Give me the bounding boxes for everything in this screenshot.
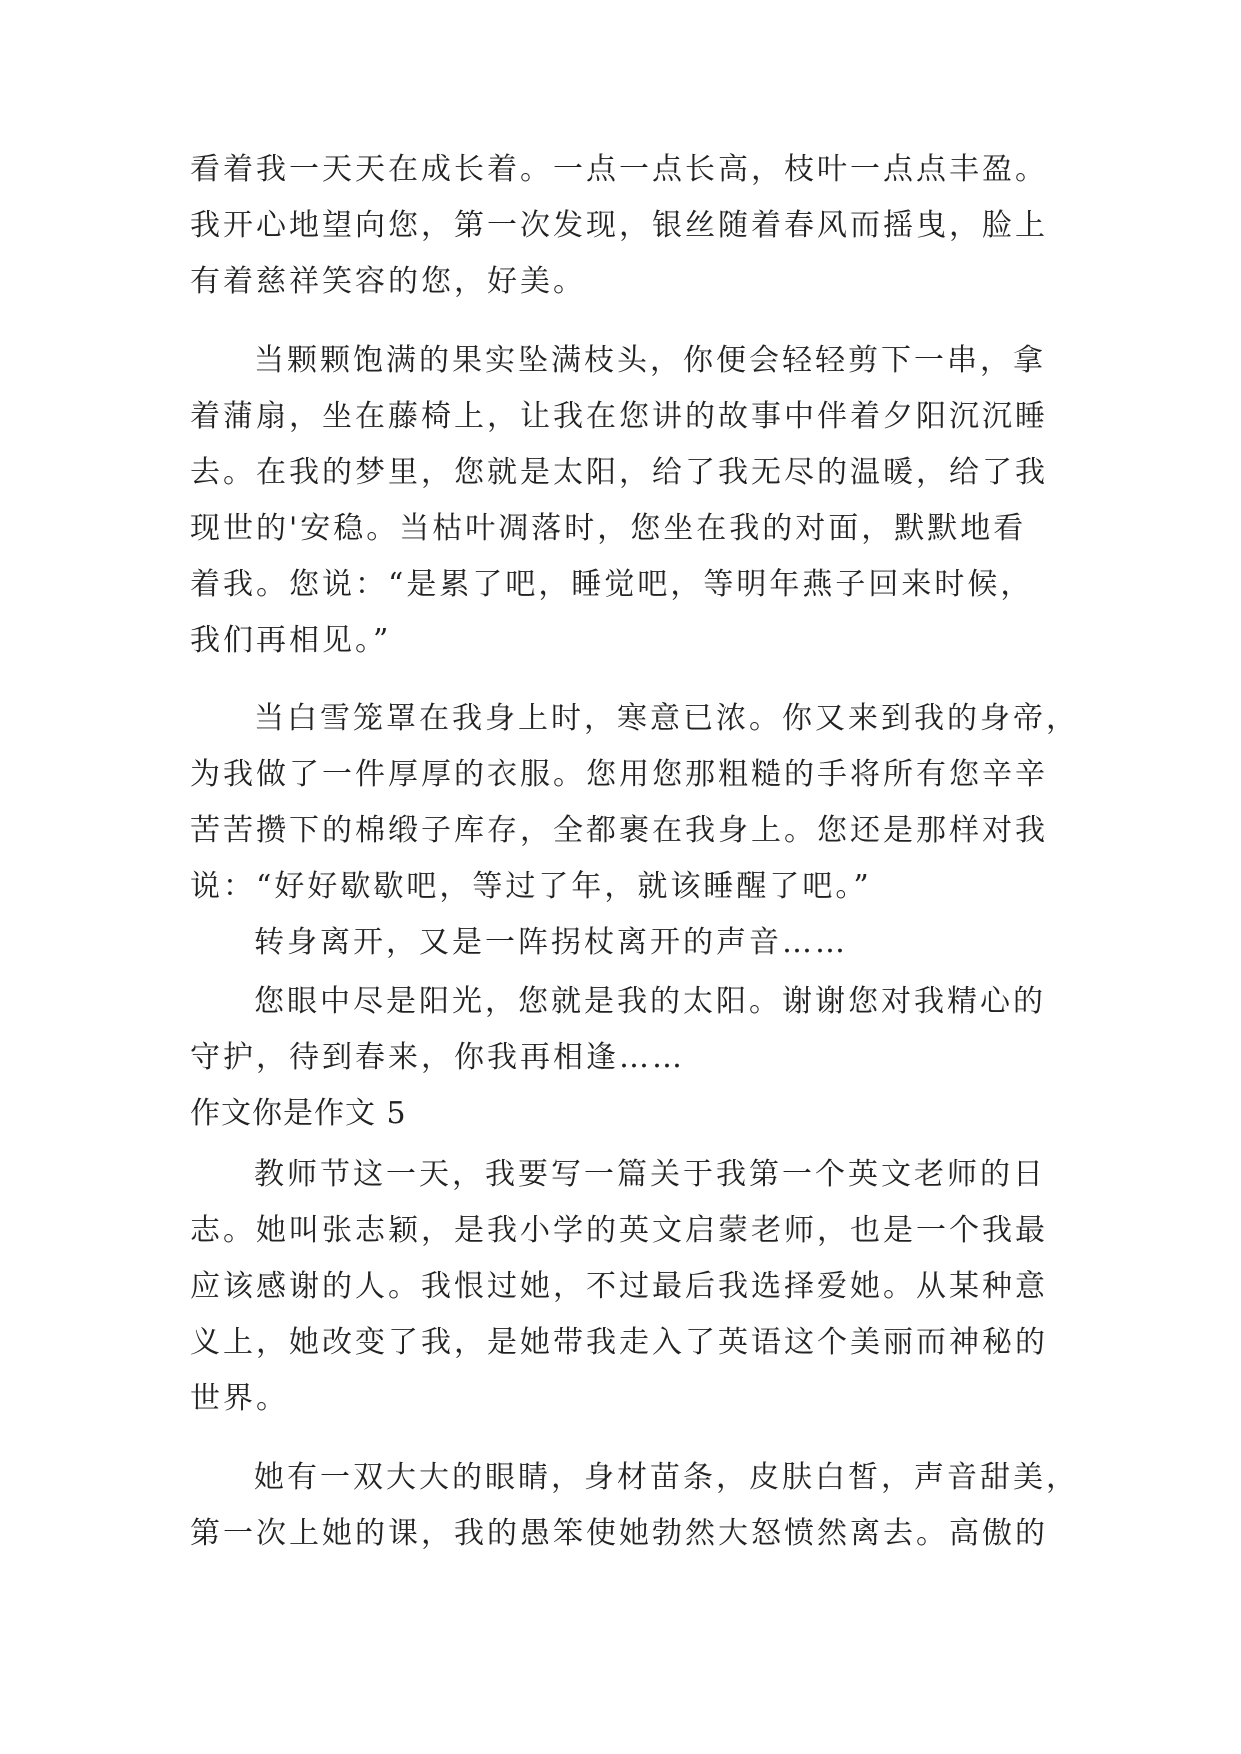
text-line: 我们再相见。” <box>190 623 392 658</box>
text-line: 我开心地望向您，第一次发现，银丝随着春风而摇曳，脸上 <box>190 208 1048 243</box>
text-line: 苦苦攒下的棉缎子库存，全都裹在我身上。您还是那样对我 <box>190 813 1048 848</box>
text-line: 当白雪笼罩在我身上时，寒意已浓。你又来到我的身帝， <box>254 701 1079 736</box>
text-line: 有着慈祥笑容的您，好美。 <box>190 264 586 299</box>
section-heading: 作文你是作文 5 <box>190 1096 407 1131</box>
text-line: 现世的'安稳。当枯叶凋落时，您坐在我的对面，默默地看 <box>190 511 1027 546</box>
text-line: 世界。 <box>190 1381 289 1416</box>
text-line: 看着我一天天在成长着。一点一点长高，枝叶一点点丰盈。 <box>190 152 1048 187</box>
text-line: 应该感谢的人。我恨过她，不过最后我选择爱她。从某种意 <box>190 1269 1048 1304</box>
text-line: 去。在我的梦里，您就是太阳，给了我无尽的温暖，给了我 <box>190 455 1048 490</box>
text-line: 志。她叫张志颖，是我小学的英文启蒙老师，也是一个我最 <box>190 1213 1048 1248</box>
text-line: 转身离开，又是一阵拐杖离开的声音…… <box>254 925 848 960</box>
text-line: 第一次上她的课，我的愚笨使她勃然大怒愤然离去。高傲的 <box>190 1516 1048 1551</box>
text-line: 守护，待到春来，你我再相逢…… <box>190 1040 685 1075</box>
text-line: 着我。您说：“是累了吧，睡觉吧，等明年燕子回来时候， <box>190 567 1034 602</box>
text-line: 教师节这一天，我要写一篇关于我第一个英文老师的日 <box>254 1157 1046 1192</box>
text-line: 当颗颗饱满的果实坠满枝头，你便会轻轻剪下一串，拿 <box>254 343 1046 378</box>
text-line: 着蒲扇，坐在藤椅上，让我在您讲的故事中伴着夕阳沉沉睡 <box>190 399 1048 434</box>
text-line: 您眼中尽是阳光，您就是我的太阳。谢谢您对我精心的 <box>254 984 1046 1019</box>
text-line: 为我做了一件厚厚的衣服。您用您那粗糙的手将所有您辛辛 <box>190 757 1048 792</box>
text-line: 她有一双大大的眼睛，身材苗条，皮肤白皙，声音甜美， <box>254 1460 1079 1495</box>
text-line: 义上，她改变了我，是她带我走入了英语这个美丽而神秘的 <box>190 1325 1048 1360</box>
text-line: 说：“好好歇歇吧，等过了年，就该睡醒了吧。” <box>190 869 872 904</box>
